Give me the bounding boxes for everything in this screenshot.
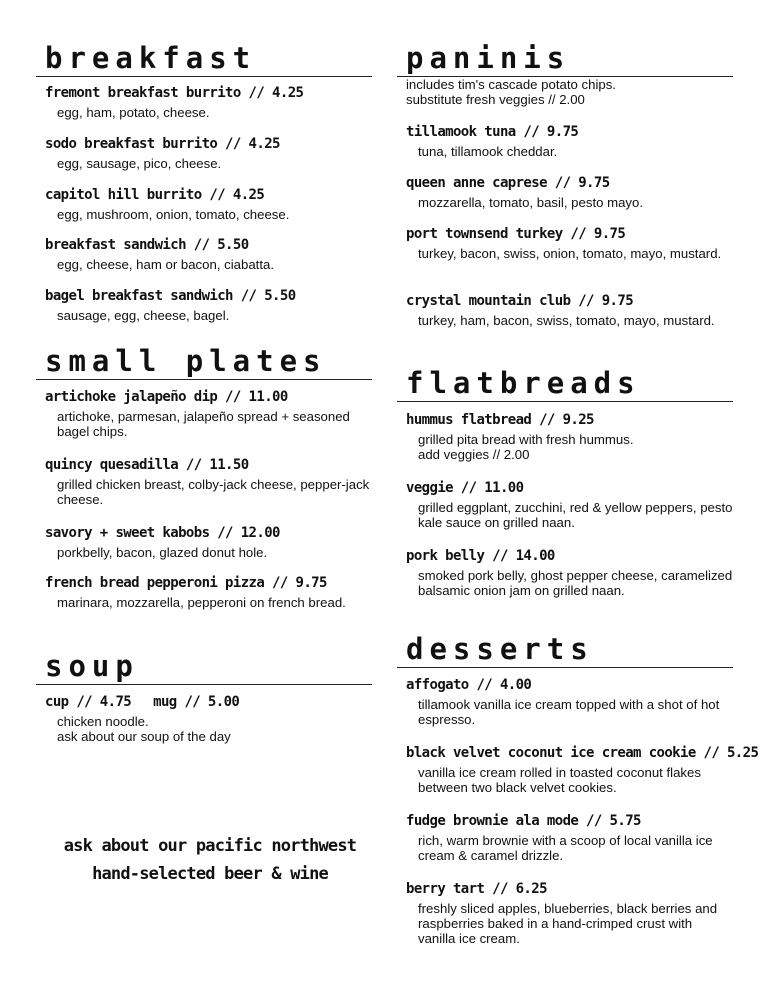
item-name: artichoke jalapeño dip // 11.00 <box>45 389 288 405</box>
small-plates-section <box>36 345 372 380</box>
soup-divider <box>36 684 372 685</box>
soup-desc-line: ask about our soup of the day <box>57 729 231 744</box>
menu-item <box>406 225 733 261</box>
beer-wine-promo <box>40 832 380 888</box>
small-plates-heading: small plates <box>45 344 327 378</box>
soup-desc-line: chicken noodle. <box>57 714 149 729</box>
item-name: veggie // 11.00 <box>406 480 524 496</box>
item-description: mozzarella, tomato, basil, pesto mayo. <box>418 195 644 210</box>
item-name: queen anne caprese // 9.75 <box>406 175 610 191</box>
item-description: turkey, bacon, swiss, onion, tomato, mayo, mustard. <box>418 246 722 261</box>
item-description: sausage, egg, cheese, bagel. <box>57 308 230 323</box>
item-name: tillamook tuna // 9.75 <box>406 124 579 140</box>
intro-line: includes tim's cascade potato chips. <box>406 77 616 92</box>
item-name: hummus flatbread // 9.25 <box>406 412 594 428</box>
desserts-divider <box>397 667 733 668</box>
promo-line: hand-selected beer & wine <box>92 864 328 884</box>
item-name: fudge brownie ala mode // 5.75 <box>406 813 641 829</box>
breakfast-heading: breakfast <box>45 41 257 75</box>
desserts-section <box>397 633 733 668</box>
item-description: artichoke, parmesan, jalapeño spread + seasoned bagel chips. <box>57 409 350 439</box>
menu-item <box>406 676 733 727</box>
menu-item <box>45 388 372 439</box>
item-name: fremont breakfast burrito // 4.25 <box>45 85 304 101</box>
menu-item <box>45 186 372 222</box>
item-description: marinara, mozzarella, pepperoni on french bread. <box>57 595 346 610</box>
item-description: egg, mushroom, onion, tomato, cheese. <box>57 207 290 222</box>
item-description: vanilla ice cream rolled in toasted coconut flakes between two black velvet cookies. <box>418 765 701 795</box>
item-description: turkey, ham, bacon, swiss, tomato, mayo, mustard. <box>418 313 715 328</box>
menu-item <box>406 411 733 462</box>
paninis-heading: paninis <box>406 41 571 75</box>
menu-item <box>45 456 372 507</box>
item-description: smoked pork belly, ghost pepper cheese, caramelized balsamic onion jam on grilled naan. <box>418 568 733 598</box>
promo-line: ask about our pacific northwest <box>63 836 357 856</box>
item-description: grilled eggplant, zucchini, red & yellow peppers, pesto kale sauce on grilled naan. <box>418 500 733 530</box>
item-description: egg, sausage, pico, cheese. <box>57 156 222 171</box>
item-name: quincy quesadilla // 11.50 <box>45 457 249 473</box>
item-name: breakfast sandwich // 5.50 <box>45 237 249 253</box>
flatbreads-heading: flatbreads <box>406 366 641 400</box>
item-description: rich, warm brownie with a scoop of local vanilla ice cream & caramel drizzle. <box>418 833 713 863</box>
menu-item <box>45 574 372 610</box>
menu-item <box>45 84 372 120</box>
soup-section <box>36 650 372 685</box>
item-name: savory + sweet kabobs // 12.00 <box>45 525 280 541</box>
item-name: sodo breakfast burrito // 4.25 <box>45 136 280 152</box>
menu-item <box>45 236 372 272</box>
paninis-intro <box>406 77 733 107</box>
menu-item <box>45 287 372 323</box>
item-description: egg, ham, potato, cheese. <box>57 105 210 120</box>
item-name: black velvet coconut ice cream cookie // 5.25 <box>406 745 759 761</box>
soup-mug-price: mug // 5.00 <box>153 694 240 710</box>
item-name: port townsend turkey // 9.75 <box>406 226 626 242</box>
menu-item <box>406 174 733 210</box>
item-description: tillamook vanilla ice cream topped with a shot of hot espresso. <box>418 697 720 727</box>
item-name: crystal mountain club // 9.75 <box>406 293 634 309</box>
small-plates-divider <box>36 379 372 380</box>
breakfast-divider <box>36 76 372 77</box>
menu-item <box>406 123 733 159</box>
desserts-heading: desserts <box>406 632 594 666</box>
soup-prices <box>45 693 372 711</box>
flatbreads-section <box>397 367 733 402</box>
item-description: porkbelly, bacon, glazed donut hole. <box>57 545 268 560</box>
desc-line: grilled pita bread with fresh hummus. <box>418 432 634 447</box>
item-description <box>418 432 733 462</box>
menu-item <box>406 744 759 795</box>
item-description: grilled chicken breast, colby-jack cheese, pepper-jack cheese. <box>57 477 370 507</box>
paninis-section <box>397 42 733 77</box>
soup-heading: soup <box>45 649 139 683</box>
menu-item <box>406 547 733 598</box>
soup-item <box>45 693 372 744</box>
item-name: capitol hill burrito // 4.25 <box>45 187 265 203</box>
item-name: french bread pepperoni pizza // 9.75 <box>45 575 327 591</box>
menu-item <box>45 524 372 560</box>
soup-cup-price: cup // 4.75 <box>45 694 132 710</box>
menu-item <box>406 812 733 863</box>
item-name: bagel breakfast sandwich // 5.50 <box>45 288 296 304</box>
menu-item <box>406 880 733 946</box>
breakfast-section <box>36 42 372 77</box>
intro-line: substitute fresh veggies // 2.00 <box>406 92 585 107</box>
item-description <box>57 714 372 744</box>
item-name: berry tart // 6.25 <box>406 881 547 897</box>
flatbreads-divider <box>397 401 733 402</box>
desc-line: add veggies // 2.00 <box>418 447 530 462</box>
menu-item <box>45 135 372 171</box>
item-description: tuna, tillamook cheddar. <box>418 144 558 159</box>
item-name: affogato // 4.00 <box>406 677 532 693</box>
menu-item <box>406 292 733 328</box>
menu-item <box>406 479 733 530</box>
item-description: egg, cheese, ham or bacon, ciabatta. <box>57 257 275 272</box>
item-description: freshly sliced apples, blueberries, black berries and raspberries baked in a hand-crimped crust with vanilla ice cream. <box>418 901 718 946</box>
item-name: pork belly // 14.00 <box>406 548 555 564</box>
